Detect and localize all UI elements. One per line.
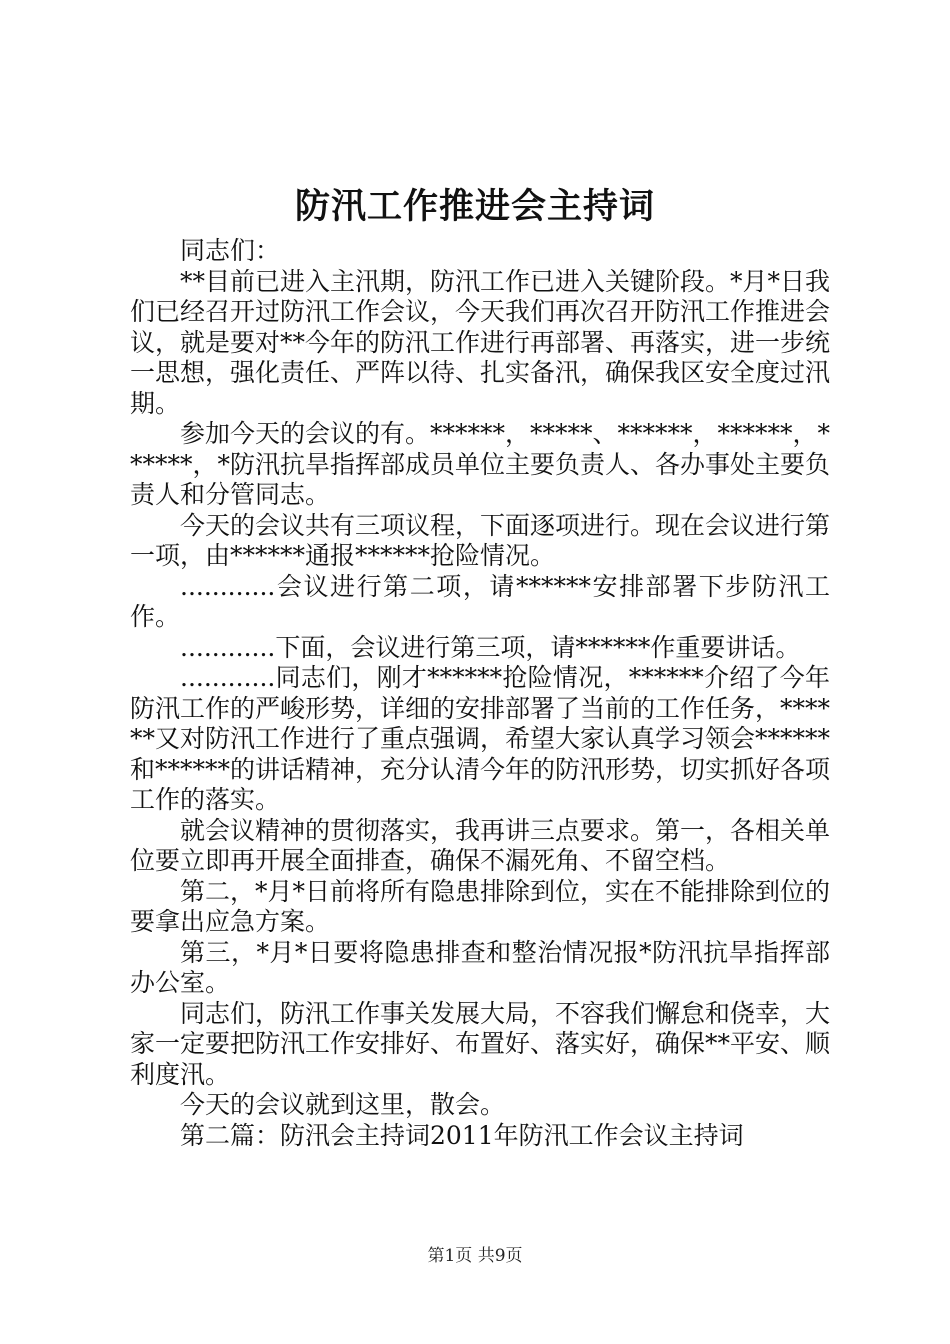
document-title: 防汛工作推进会主持词 xyxy=(294,186,655,227)
paragraph-summary: ............同志们，刚才******抢险情况，******介绍了今年防汛工作的严峻形势，详细的安排部署了当前的工作任务，******又对防汛工作进行了重点强调，希望大家认真学习领会******和******的讲话精神，充分认清今年的防汛形势，切实抓好各项工作的落实。 xyxy=(130,663,831,814)
paragraph-salutation: 同志们： xyxy=(180,236,281,265)
paragraph-adjourn: 今天的会议就到这里，散会。 xyxy=(180,1090,506,1119)
page-footer: 第1页 共9页 xyxy=(427,1246,523,1266)
paragraph-second-point: 第二，*月*日前将所有隐患排除到位，实在不能排除到位的要拿出应急方案。 xyxy=(130,876,831,936)
paragraph-requirements: 就会议精神的贯彻落实，我再讲三点要求。第一，各相关单位要立即再开展全面排查，确保不漏死角、不留空档。 xyxy=(130,815,831,875)
paragraph-item-two: ............会议进行第二项，请******安排部署下步防汛工作。 xyxy=(130,571,830,631)
paragraph-third-point: 第三，*月*日要将隐患排查和整治情况报*防汛抗旱指挥部办公室。 xyxy=(130,937,830,997)
paragraph-agenda: 今天的会议共有三项议程，下面逐项进行。现在会议进行第一项，由******通报******抢险情况。 xyxy=(130,510,831,570)
paragraph-next-section: 第二篇：防汛会主持词2011年防汛工作会议主持词 xyxy=(180,1120,744,1150)
paragraph-intro: **目前已进入主汛期，防汛工作已进入关键阶段。*月*日我们已经召开过防汛工作会议，今天我们再次召开防汛工作推进会议，就是要对**今年的防汛工作进行再部署、再落实，进一步统一思想，强化责任、严阵以待、扎实备汛，确保我区安全度过汛期。 xyxy=(130,266,831,418)
paragraph-item-three: ............下面，会议进行第三项，请******作重要讲话。 xyxy=(180,632,801,662)
paragraph-closing-remarks: 同志们，防汛工作事关发展大局，不容我们懈怠和侥幸，大家一定要把防汛工作安排好、布置好、落实好，确保**平安、顺利度汛。 xyxy=(130,998,831,1089)
paragraph-attendees: 参加今天的会议的有。******，*****、******，******，******，*防汛抗旱指挥部成员单位主要负责人、各办事处主要负责人和分管同志。 xyxy=(130,419,831,509)
document-body xyxy=(130,236,830,1151)
